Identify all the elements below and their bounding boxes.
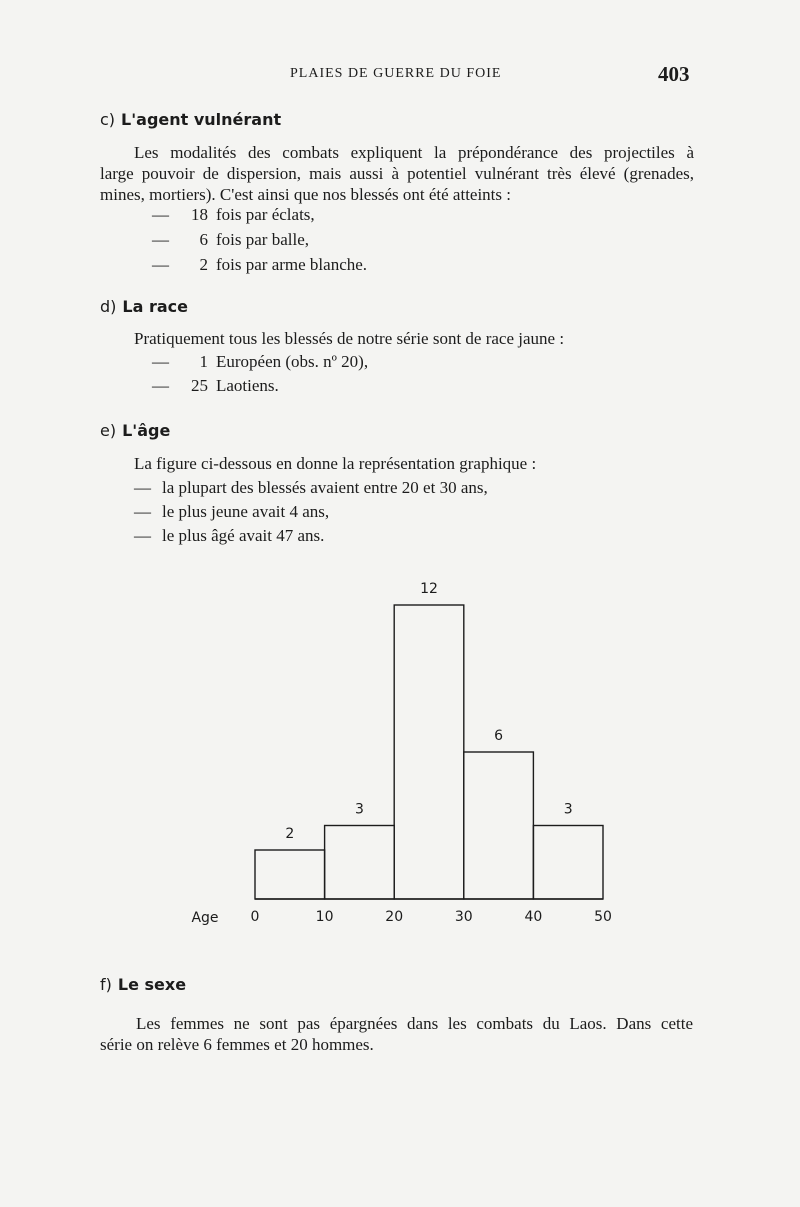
section-c-item: — 2 fois par arme blanche. bbox=[152, 255, 368, 274]
histogram-bar bbox=[464, 752, 534, 899]
section-c-title: L'agent vulnérant bbox=[121, 110, 282, 129]
section-d-intro: Pratiquement tous les blessés de notre série sont de race jaune : bbox=[134, 329, 565, 348]
section-e-title: L'âge bbox=[122, 421, 171, 440]
section-c-para-line-1: Les modalités des combats expliquent la prépondérance des projectiles à bbox=[134, 143, 694, 162]
x-tick-label: 0 bbox=[250, 909, 260, 925]
section-c-letter: c) bbox=[100, 110, 116, 129]
section-e-item: — le plus âgé avait 47 ans. bbox=[134, 526, 325, 545]
bar-value-label: 3 bbox=[563, 801, 573, 818]
section-f-letter: f) bbox=[100, 975, 112, 994]
section-d-title: La race bbox=[122, 297, 188, 316]
x-tick-label: 40 bbox=[524, 909, 543, 925]
bar-value-label: 3 bbox=[354, 801, 364, 818]
x-tick-label: 20 bbox=[385, 909, 404, 925]
section-c-item: — 18 fois par éclats, bbox=[152, 205, 315, 224]
section-f-title: Le sexe bbox=[117, 975, 187, 994]
section-d-item: — 1 Européen (obs. nº 20), bbox=[152, 352, 369, 371]
section-c-item: — 6 fois par balle, bbox=[152, 230, 309, 249]
x-tick-label: 10 bbox=[315, 909, 334, 925]
section-c-para-line-2: large pouvoir de dispersion, mais aussi à potentiel vulnérant très élevé (grenades, bbox=[100, 164, 694, 183]
histogram-bar bbox=[394, 605, 464, 899]
running-head: PLAIES DE GUERRE DU FOIE bbox=[290, 66, 502, 81]
section-c-para-line-3: mines, mortiers). C'est ainsi que nos blessés ont été atteints : bbox=[100, 185, 511, 204]
bar-value-label: 6 bbox=[494, 728, 504, 744]
bar-value-label: 2 bbox=[285, 826, 295, 842]
section-d-item: — 25 Laotiens. bbox=[152, 376, 279, 395]
x-tick-label: 50 bbox=[594, 909, 612, 925]
x-axis-label: Age bbox=[191, 910, 219, 926]
section-e-intro: La figure ci-dessous en donne la représentation graphique : bbox=[134, 454, 537, 473]
section-e-letter: e) bbox=[100, 421, 117, 440]
section-f-heading bbox=[100, 975, 186, 994]
bar-value-label: 12 bbox=[420, 581, 438, 597]
section-d-letter: d) bbox=[100, 297, 117, 316]
page-number: 403 bbox=[658, 62, 690, 86]
section-e-item: — le plus jeune avait 4 ans, bbox=[134, 502, 330, 521]
section-f-para-line-2: série on relève 6 femmes et 20 hommes. bbox=[100, 1035, 374, 1054]
section-f-para-line-1: Les femmes ne sont pas épargnées dans les combats du Laos. Dans cette bbox=[136, 1014, 693, 1033]
section-e-item: — la plupart des blessés avaient entre 20 et 30 ans, bbox=[134, 478, 488, 497]
x-tick-label: 30 bbox=[454, 909, 473, 925]
histogram-bar bbox=[325, 826, 395, 900]
histogram-bar bbox=[533, 826, 603, 900]
histogram-bar bbox=[255, 850, 325, 899]
